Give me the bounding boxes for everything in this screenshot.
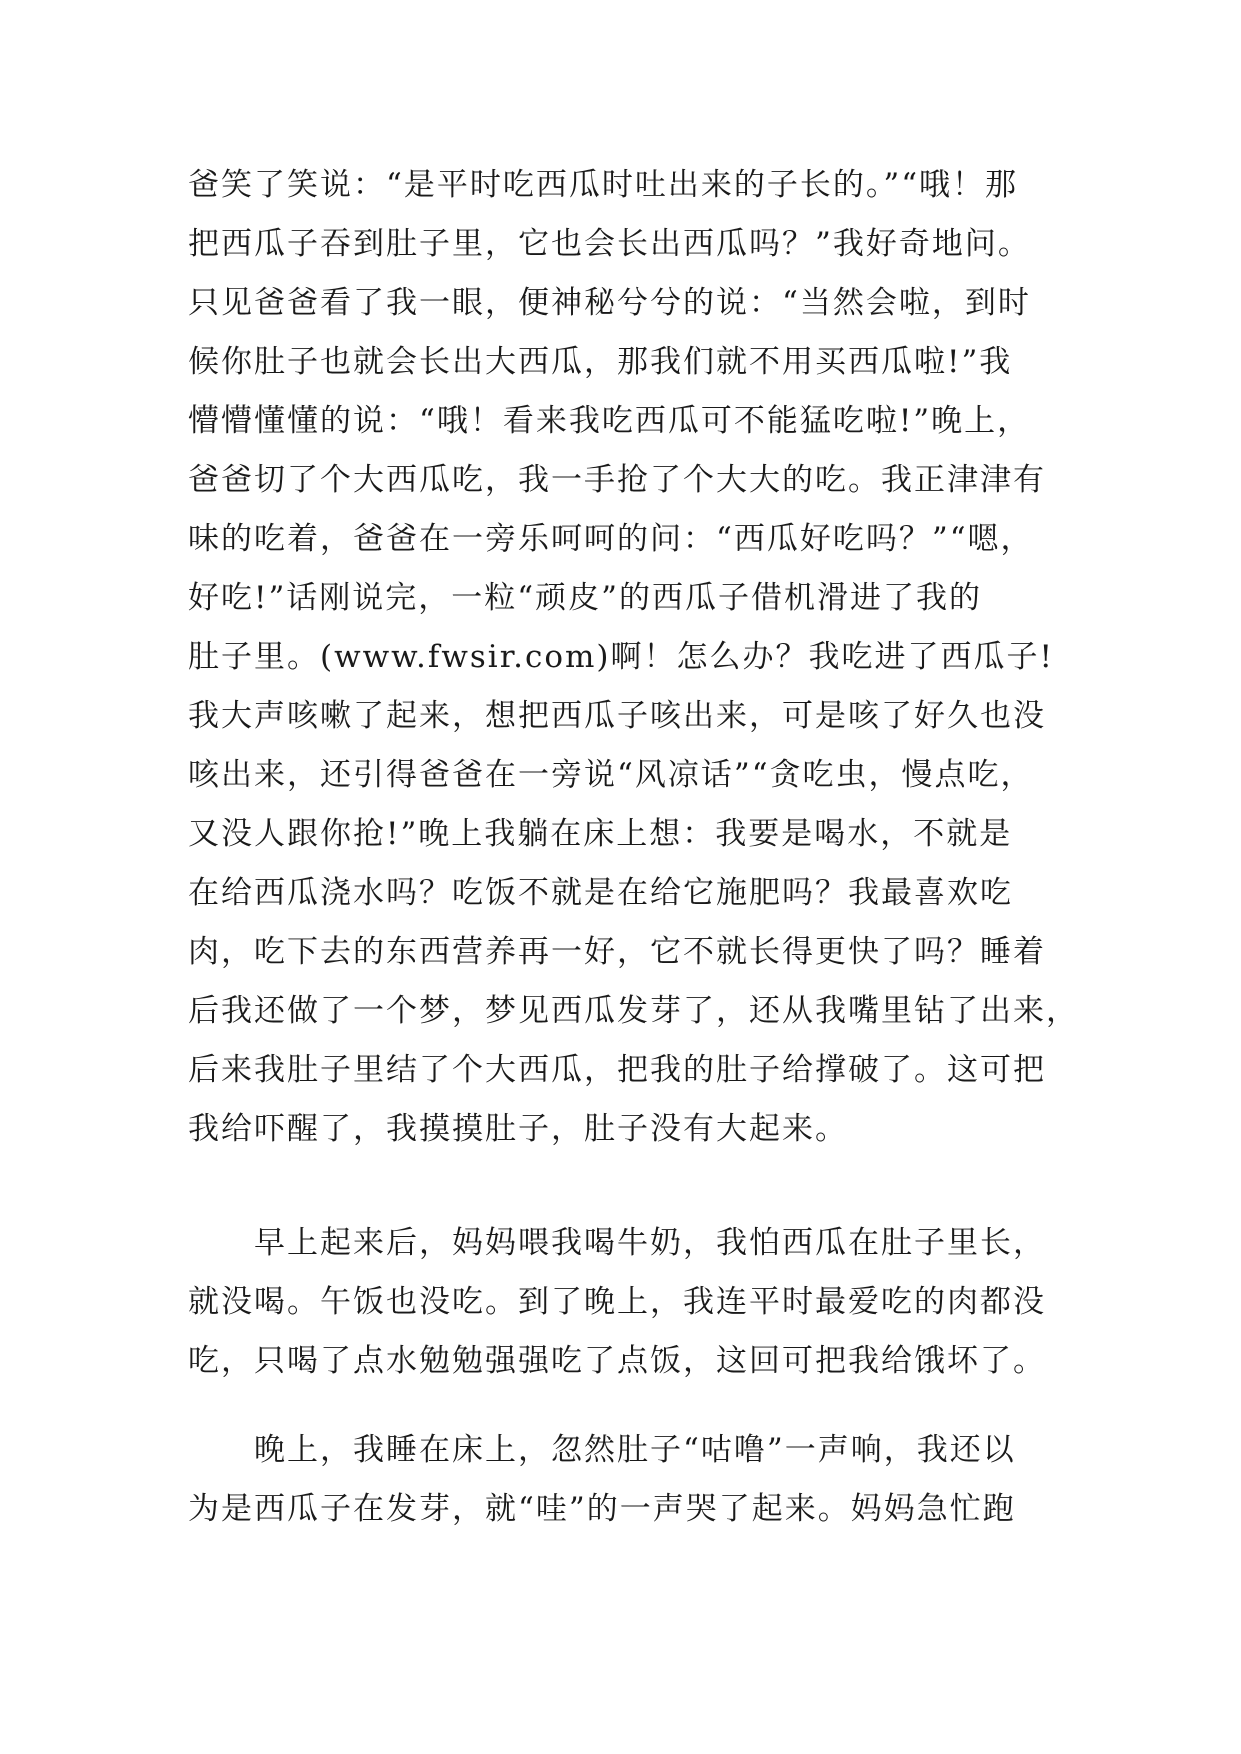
paragraph <box>188 156 1079 1159</box>
text-line: 只见爸爸看了我一眼，便神秘兮兮的说：“当然会啦，到时 <box>188 285 1031 321</box>
paragraph <box>188 1214 1068 1391</box>
text-line: 后来我肚子里结了个大西瓜，把我的肚子给撑破了。这可把 <box>188 1052 1046 1088</box>
text-line: 候你肚子也就会长出大西瓜，那我们就不用买西瓜啦!”我 <box>188 344 1013 380</box>
text-line: 咳出来，还引得爸爸在一旁说“风凉话”“贪吃虫，慢点吃， <box>188 757 1034 793</box>
paragraph <box>188 1421 1068 1539</box>
text-line: 吃，只喝了点水勉勉强强吃了点饭，这回可把我给饿坏了。 <box>188 1343 1046 1379</box>
text-line: 好吃!”话刚说完，一粒“顽皮”的西瓜子借机滑进了我的 <box>188 580 982 616</box>
text-line: 又没人跟你抢!”晚上我躺在床上想：我要是喝水，不就是 <box>188 816 1013 852</box>
text-line: 肉，吃下去的东西营养再一好，它不就长得更快了吗？睡着 <box>188 934 1046 970</box>
text-line: 早上起来后，妈妈喂我喝牛奶，我怕西瓜在肚子里长， <box>254 1225 1046 1261</box>
text-line: 就没喝。午饭也没吃。到了晚上，我连平时最爱吃的肉都没 <box>188 1284 1046 1320</box>
text-line: 我给吓醒了，我摸摸肚子，肚子没有大起来。 <box>188 1111 848 1147</box>
text-line: 后我还做了一个梦，梦见西瓜发芽了，还从我嘴里钻了出来， <box>188 993 1079 1029</box>
text-line: 味的吃着，爸爸在一旁乐呵呵的问：“西瓜好吃吗？”“嗯， <box>188 521 1034 557</box>
text-line: 把西瓜子吞到肚子里，它也会长出西瓜吗？”我好奇地问。 <box>188 226 1031 262</box>
text-line: 为是西瓜子在发芽，就“哇”的一声哭了起来。妈妈急忙跑 <box>188 1491 1016 1527</box>
text-line: 懵懵懂懂的说：“哦！看来我吃西瓜可不能猛吃啦!”晚上， <box>188 403 1031 439</box>
text-line: 在给西瓜浇水吗？吃饭不就是在给它施肥吗？我最喜欢吃 <box>188 875 1013 911</box>
text-line: 我大声咳嗽了起来，想把西瓜子咳出来，可是咳了好久也没 <box>188 698 1046 734</box>
text-line: 爸笑了笑说：“是平时吃西瓜时吐出来的子长的。”“哦！那 <box>188 167 1019 203</box>
text-line: 爸爸切了个大西瓜吃，我一手抢了个大大的吃。我正津津有 <box>188 462 1046 498</box>
text-line: 肚子里。(www.fwsir.com)啊！怎么办？我吃进了西瓜子! <box>188 639 1054 675</box>
text-line: 晚上，我睡在床上，忽然肚子“咕噜”一声响，我还以 <box>254 1432 1016 1468</box>
